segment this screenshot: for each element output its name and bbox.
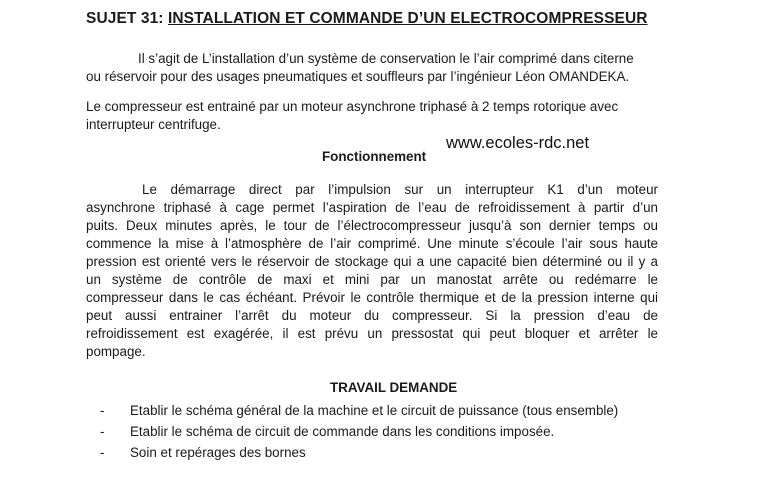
task-list: [100, 400, 618, 463]
task-text: Etablir le schéma général de la machine et le circuit de puissance (tous ensemble): [130, 403, 619, 418]
bullet-dash: -: [100, 403, 105, 418]
fonctionnement-line: pompage.: [86, 344, 146, 359]
motor-line: interrupteur centrifuge.: [86, 117, 221, 132]
motor-paragraph: [86, 98, 706, 134]
list-item: [100, 400, 618, 421]
subject-number: SUJET 31:: [86, 10, 168, 27]
intro-line: ou réservoir pour des usages pneumatiques et souffleurs par l’ingénieur Léon OMANDEKA.: [86, 69, 630, 84]
subject-topic: INSTALLATION ET COMMANDE D’UN ELECTROCOMPRESSEUR: [167, 10, 648, 27]
bullet-dash: -: [100, 424, 105, 439]
fonctionnement-line: asynchrone triphasé à cage permet l’aspiration de l’eau de refroidissement à partir d’un: [86, 200, 658, 215]
fonctionnement-line: refroidissement est exagérée, il est prévu un pressostat qui peut bloquer et arrêter le: [86, 326, 658, 341]
list-item: [100, 421, 618, 442]
fonctionnement-line: Le démarrage direct par l’impulsion sur un interrupteur K1 d’un moteur: [142, 182, 658, 197]
task-text: Etablir le schéma de circuit de commande dans les conditions imposée.: [130, 424, 555, 439]
fonctionnement-line: compresseur dans le cas échéant. Prévoir le contrôle thermique et de la pression interne qui: [86, 290, 658, 305]
intro-line: Il s’agit de L’installation d’un système de conservation le l’air comprimé dans citerne: [138, 51, 634, 66]
fonctionnement-line: puits. Deux minutes après, le tour de l’électrocompresseur jusqu’à son dernier temps ou: [86, 218, 658, 233]
fonctionnement-line: commence la mise à l’atmosphère de l’air comprimé. Une minute s’écoule l’air sous haute: [86, 236, 658, 251]
intro-paragraph: [86, 50, 696, 86]
bullet-dash: -: [100, 445, 105, 460]
fonctionnement-line: pression est orienté vers le réservoir de stockage qui a une capacité bien déterminé ou il y a: [86, 254, 658, 269]
subject-title: [86, 10, 648, 28]
motor-line: Le compresseur est entrainé par un moteur asynchrone triphasé à 2 temps rotorique avec: [86, 99, 619, 114]
list-item: [100, 442, 618, 463]
travail-heading: TRAVAIL DEMANDE: [330, 380, 458, 395]
fonctionnement-heading: Fonctionnement: [322, 149, 427, 164]
fonctionnement-line: peut aussi entrainer l’arrêt du moteur du compresseur. Si la pression d’eau de: [86, 308, 658, 323]
website-watermark: www.ecoles-rdc.net: [446, 134, 590, 152]
task-text: Soin et repérages des bornes: [130, 445, 306, 460]
fonctionnement-paragraph: [86, 181, 658, 361]
fonctionnement-line: un système de contrôle de maxi et mini par un manostat arrête ou redémarre le: [86, 272, 658, 287]
